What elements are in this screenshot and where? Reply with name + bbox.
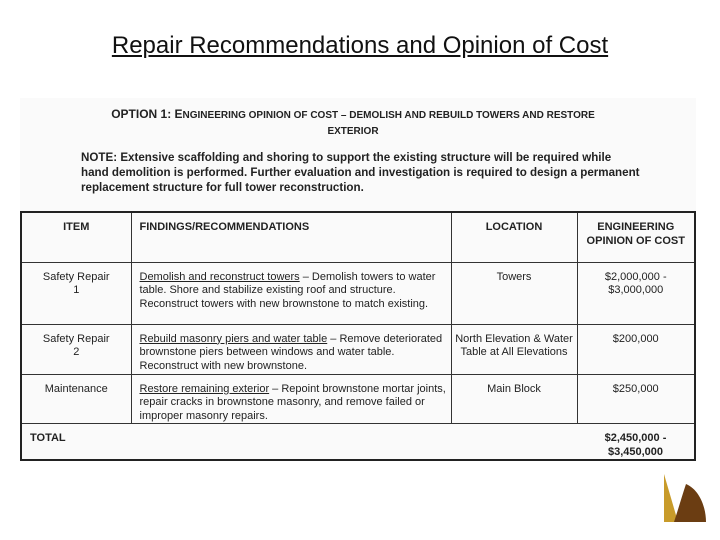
header-location: LOCATION	[451, 212, 577, 262]
header-item: ITEM	[21, 212, 131, 262]
row-cost: $250,000	[577, 374, 695, 424]
total-label: TOTAL	[21, 424, 577, 461]
row-item: Safety Repair 2	[21, 324, 131, 374]
row-item: Maintenance	[21, 374, 131, 424]
row-cost: $2,000,000 - $3,000,000	[577, 262, 695, 324]
cost-table	[20, 211, 696, 461]
option-heading	[60, 106, 646, 140]
header-cost: ENGINEERING OPINION OF COST	[577, 212, 695, 262]
table-row	[21, 324, 695, 374]
table-row	[21, 262, 695, 324]
note-label: NOTE:	[81, 151, 118, 164]
logo-gold-shape	[664, 474, 678, 522]
heading-line2: EXTERIOR	[327, 126, 379, 137]
note-paragraph	[81, 150, 641, 195]
heading-lead: OPTION 1: E	[111, 107, 183, 121]
row-findings: Restore remaining exterior – Repoint brownstone mortar joints, repair cracks in brownstone masonry, and remove failed or improper masonry repairs.	[131, 374, 451, 424]
total-cost: $2,450,000 - $3,450,000	[577, 424, 695, 461]
heading-rest: NGINEERING OPINION OF COST – DEMOLISH AND REBUILD TOWERS AND RESTORE	[182, 110, 595, 121]
row-location: Towers	[451, 262, 577, 324]
row-item: Safety Repair 1	[21, 262, 131, 324]
row-cost: $200,000	[577, 324, 695, 374]
header-findings: FINDINGS/RECOMMENDATIONS	[131, 212, 451, 262]
row-location: Main Block	[451, 374, 577, 424]
header-row	[21, 212, 695, 262]
row-findings: Rebuild masonry piers and water table – Remove deteriorated brownstone piers between windows and water table. Reconstruct with new brownstone.	[131, 324, 451, 374]
note-text: Extensive scaffolding and shoring to support the existing structure will be required while hand demolition is performed. Further evaluation and investigation is required to design a permanent replacement structure for full tower reconstruction.	[81, 151, 640, 194]
logo-brown-shape	[674, 484, 706, 522]
total-row	[21, 424, 695, 461]
table-row	[21, 374, 695, 424]
slide-title: Repair Recommendations and Opinion of Cost	[111, 32, 609, 59]
firm-logo-icon	[660, 470, 710, 526]
row-location: North Elevation & Water Table at All Elevations	[451, 324, 577, 374]
row-findings: Demolish and reconstruct towers – Demolish towers to water table. Shore and stabilize existing roof and structure. Reconstruct towers with new brownstone to match existing.	[131, 262, 451, 324]
